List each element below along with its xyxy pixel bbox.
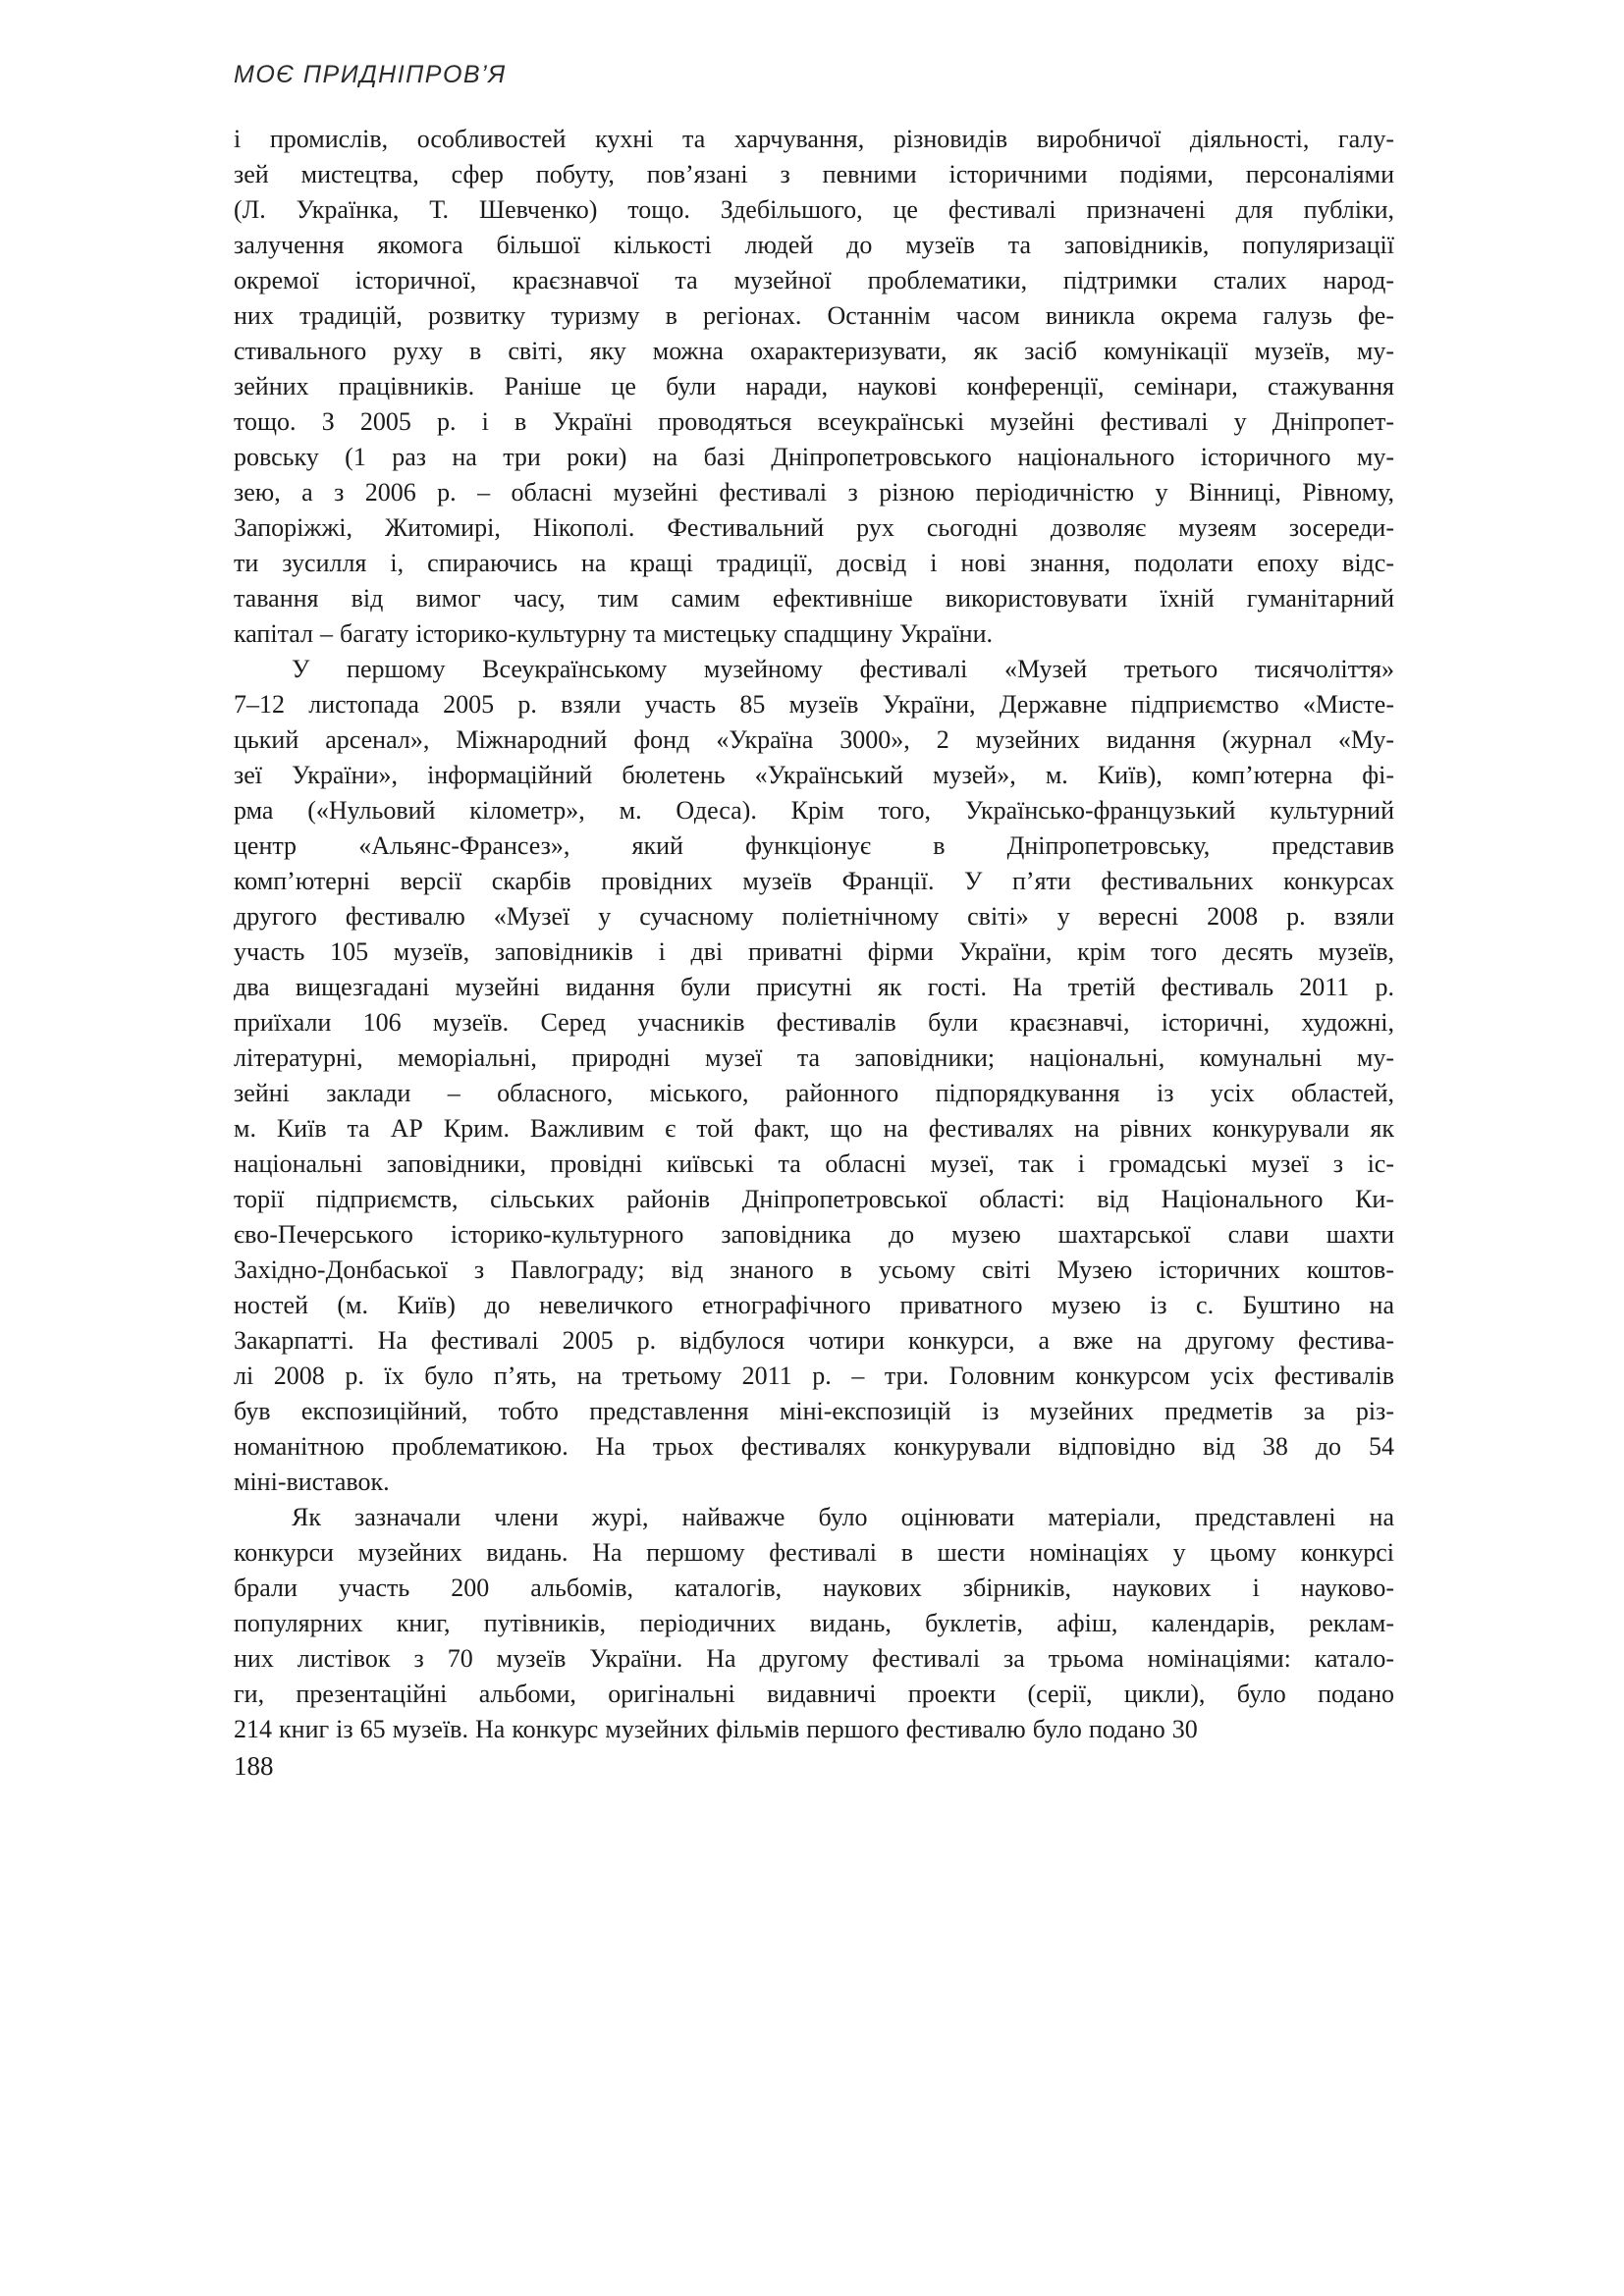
text-line: ти зусилля і, спираючись на кращі традиції, досвід і нові знання, подолати епоху відс- [234, 549, 1394, 577]
text-line: два вищезгадані музейні видання були присутні як гості. На третій фестиваль 2011 р. [234, 973, 1394, 1001]
paragraph [234, 652, 1394, 1500]
text-line: національні заповідники, провідні київські та обласні музеї, так і громадські музеї з іс- [234, 1149, 1394, 1178]
text-line: У першому Всеукраїнському музейному фестивалі «Музей третього тисячоліття» [292, 655, 1394, 683]
text-line: 214 книг із 65 музеїв. На конкурс музейних фільмів першого фестивалю було подано 30 [234, 1715, 1198, 1743]
text-line: них листівок з 70 музеїв України. На другому фестивалі за трьома номінаціями: катало- [234, 1644, 1394, 1673]
text-line: участь 105 музеїв, заповідників і дві приватні фірми України, крім того десять музеїв, [234, 937, 1394, 966]
text-line: зейні заклади – обласного, міського, районного підпорядкування із усіх областей, [234, 1079, 1394, 1107]
text-line: торії підприємств, сільських районів Дніпропетровської області: від Національного Ки- [234, 1185, 1394, 1213]
text-line: рма («Нульовий кілометр», м. Одеса). Крім того, Українсько-французький культурний [234, 796, 1394, 825]
text-line: капітал – багату історико-культурну та мистецьку спадщину України. [234, 619, 994, 648]
text-line: популярних книг, путівників, періодичних видань, буклетів, афіш, календарів, реклам- [234, 1609, 1394, 1637]
text-line: був експозиційний, тобто представлення міні-експозицій із музейних предметів за різ- [234, 1397, 1394, 1425]
text-line: (Л. Українка, Т. Шевченко) тощо. Здебільшого, це фестивалі призначені для публіки, [234, 195, 1394, 224]
text-line: тощо. З 2005 р. і в Україні проводяться всеукраїнські музейні фестивалі у Дніпропет- [234, 407, 1394, 436]
text-line: м. Київ та АР Крим. Важливим є той факт, що на фестивалях на рівних конкурували як [234, 1114, 1394, 1143]
text-line: другого фестивалю «Музеї у сучасному поліетнічному світі» у вересні 2008 р. взяли [234, 902, 1394, 931]
text-line: ностей (м. Київ) до невеличкого етнографічного приватного музею із с. Буштино на [234, 1291, 1394, 1319]
text-line: єво-Печерського історико-культурного заповідника до музею шахтарської слави шахти [234, 1220, 1394, 1249]
text-line: них традицій, розвитку туризму в регіонах. Останнім часом виникла окрема галузь фе- [234, 301, 1394, 330]
paragraph [234, 1500, 1394, 1747]
text-line: номанітною проблематикою. На трьох фестивалях конкурували відповідно від 38 до 54 [234, 1432, 1394, 1461]
text-line: ги, презентаційні альбоми, оригінальні видавничі проекти (серії, цикли), було подано [234, 1680, 1394, 1708]
text-line: зею, а з 2006 р. – обласні музейні фестивалі з різною періодичністю у Вінниці, Рівному, [234, 478, 1394, 507]
text-line: 7–12 листопада 2005 р. взяли участь 85 музеїв України, Державне підприємство «Мисте- [234, 690, 1394, 719]
page-number: 188 [234, 1751, 274, 1781]
text-line: Як зазначали члени журі, найважче було оцінювати матеріали, представлені на [292, 1503, 1394, 1531]
text-line: зейних працівників. Раніше це були наради, наукові конференції, семінари, стажування [234, 372, 1394, 400]
body-text [234, 122, 1394, 1747]
running-header: МОЄ ПРИДНІПРОВ’Я [234, 61, 507, 88]
text-line: окремої історичної, краєзнавчої та музейної проблематики, підтримки сталих народ- [234, 266, 1394, 294]
text-line: літературні, меморіальні, природні музеї та заповідники; національні, комунальні му- [234, 1043, 1394, 1072]
text-line: комп’ютерні версії скарбів провідних музеїв Франції. У п’яти фестивальних конкурсах [234, 867, 1394, 895]
text-line: Закарпатті. На фестивалі 2005 р. відбулося чотири конкурси, а вже на другому фестива- [234, 1326, 1394, 1355]
text-line: стивального руху в світі, яку можна охарактеризувати, як засіб комунікації музеїв, му- [234, 337, 1394, 365]
text-line: зеї України», інформаційний бюлетень «Український музей», м. Київ), комп’ютерна фі- [234, 761, 1394, 789]
text-line: тавання від вимог часу, тим самим ефективніше використовувати їхній гуманітарний [234, 584, 1394, 613]
text-line: конкурси музейних видань. На першому фестивалі в шести номінаціях у цьому конкурсі [234, 1538, 1394, 1567]
text-line: центр «Альянс-Франсез», який функціонує в Дніпропетровську, представив [234, 831, 1394, 860]
text-line: зей мистецтва, сфер побуту, пов’язані з певними історичними подіями, персоналіями [234, 160, 1394, 188]
text-line: лі 2008 р. їх було п’ять, на третьому 2011 р. – три. Головним конкурсом усіх фестивалів [234, 1362, 1394, 1390]
text-line: брали участь 200 альбомів, каталогів, наукових збірників, наукових і науково- [234, 1574, 1394, 1602]
text-line: і промислів, особливостей кухні та харчування, різновидів виробничої діяльності, галу- [234, 125, 1394, 153]
text-line: Західно-Донбаської з Павлограду; від знаного в усьому світі Музею історичних коштов- [234, 1255, 1394, 1284]
text-line: приїхали 106 музеїв. Серед учасників фестивалів були краєзнавчі, історичні, художні, [234, 1008, 1394, 1037]
text-line: Запоріжжі, Житомирі, Нікополі. Фестивальний рух сьогодні дозволяє музеям зосереди- [234, 513, 1394, 542]
text-line: міні-виставок. [234, 1468, 390, 1496]
text-line: ровську (1 раз на три роки) на базі Дніпропетровського національного історичного му- [234, 443, 1394, 471]
text-line: цький арсенал», Міжнародний фонд «Україна 3000», 2 музейних видання (журнал «Му- [234, 725, 1394, 754]
text-line: залучення якомога більшої кількості людей до музеїв та заповідників, популяризації [234, 231, 1394, 259]
paragraph [234, 122, 1394, 652]
